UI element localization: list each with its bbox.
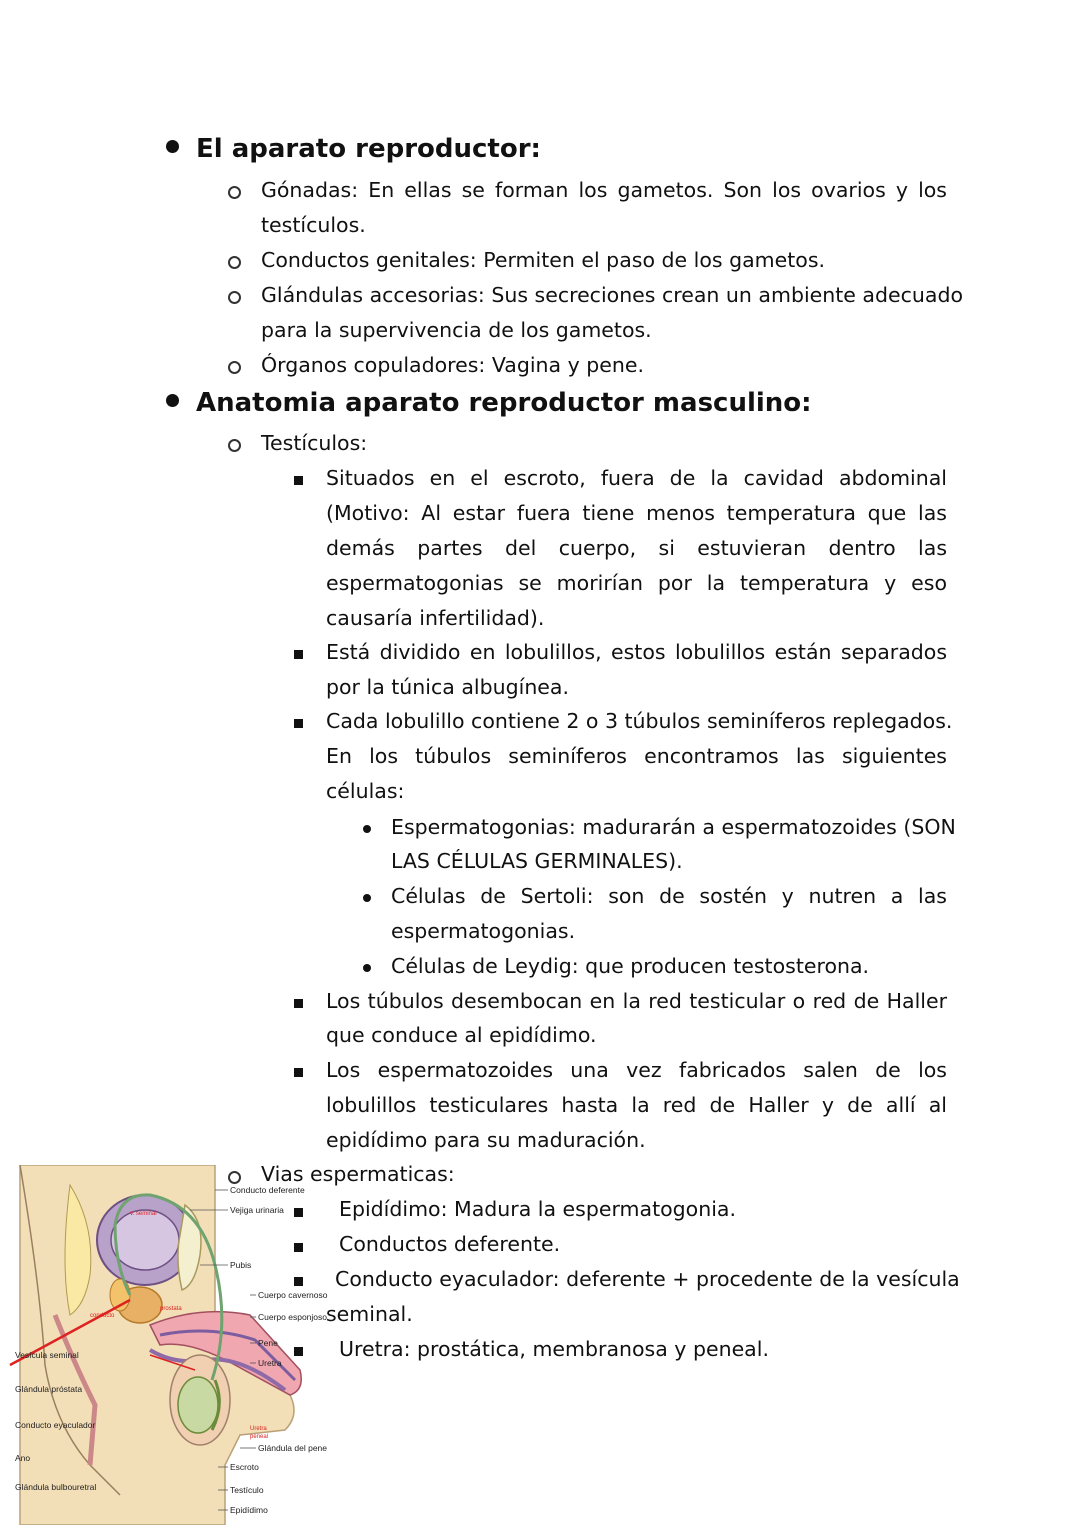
label-epididimo: Epidídimo: [230, 1505, 268, 1515]
circle-bullet: [228, 186, 241, 199]
t1-line-2: (Motivo: Al estar fuera tiene menos temperatura que las: [326, 501, 947, 525]
t5-line-1: Los espermatozoides una vez fabricados salen de los: [326, 1058, 947, 1082]
circle-bullet: [228, 361, 241, 374]
svg-text:v. seminal: v. seminal: [130, 1211, 157, 1217]
conductos-genitales: Conductos genitales: Permiten el paso de los gametos.: [261, 248, 826, 272]
t3-line-2: En los túbulos seminíferos encontramos las siguientes: [326, 744, 947, 768]
svg-text:peneal: peneal: [250, 1434, 269, 1440]
t4-line-1: Los túbulos desembocan en la red testicular o red de Haller: [326, 989, 947, 1013]
glandulas-line-2: para la supervivencia de los gametos.: [261, 318, 652, 342]
vias-heading: Vias espermaticas:: [261, 1162, 455, 1186]
gonadas-line-2: testículos.: [261, 213, 366, 237]
circle-bullet: [228, 439, 241, 452]
label-glandula-bulbouretral: Glándula bulbouretral: [15, 1482, 97, 1492]
label-conducto-eyaculador: Conducto eyaculador: [15, 1420, 96, 1430]
v2-line: Conductos deferente.: [339, 1232, 561, 1256]
t1-line-1: Situados en el escroto, fuera de la cavidad abdominal: [326, 466, 947, 490]
svg-text:conducto: conducto: [90, 1313, 115, 1319]
t5-line-3: epidídimo para su maduración.: [326, 1128, 646, 1152]
dot-bullet: [363, 825, 371, 833]
section-title-anatomia: Anatomia aparato reproductor masculino:: [166, 388, 812, 418]
t5-line-2: lobulillos testiculares hasta la red de Haller y de allí al: [326, 1093, 947, 1117]
label-vesicula-seminal: Vesícula seminal: [15, 1350, 79, 1360]
label-testiculo: Testículo: [230, 1485, 264, 1495]
label-ano: Ano: [15, 1453, 31, 1463]
square-bullet: [294, 719, 303, 728]
c1-line-2: LAS CÉLULAS GERMINALES).: [391, 849, 683, 873]
testiculos-heading: Testículos:: [261, 431, 368, 455]
label-glandula-prostata: Glándula próstata: [15, 1384, 83, 1394]
organos-copuladores: Órganos copuladores: Vagina y pene.: [261, 353, 645, 377]
label-vejiga: Vejiga urinaria: [230, 1205, 284, 1215]
dot-bullet: [363, 964, 371, 972]
c1-line-1: Espermatogonias: madurarán a espermatozoides (SON: [391, 815, 956, 839]
v1-line: Epidídimo: Madura la espermatogonia.: [339, 1197, 736, 1221]
t2-line-1: Está dividido en lobulillos, estos lobulillos están separados: [326, 640, 947, 664]
t4-line-2: que conduce al epidídimo.: [326, 1023, 597, 1047]
gonadas-line-1: Gónadas: En ellas se forman los gametos. Son los ovarios y los: [261, 178, 947, 202]
label-escroto: Escroto: [230, 1462, 259, 1472]
circle-bullet: [228, 291, 241, 304]
section-title-aparato-reproductor: El aparato reproductor:: [166, 134, 541, 164]
v3-line-2: seminal.: [326, 1302, 413, 1326]
label-cuerpo-esponjoso: Cuerpo esponjoso: [258, 1312, 327, 1322]
label-glandula-del-pene: Glándula del pene: [258, 1443, 328, 1453]
circle-bullet: [228, 256, 241, 269]
label-uretra: Uretra: [258, 1358, 282, 1368]
label-conducto-deferente: Conducto deferente: [230, 1185, 305, 1195]
male-reproductive-anatomy-diagram: [0, 1165, 330, 1525]
v3-line-1: Conducto eyaculador: deferente + procedente de la vesícula: [335, 1267, 960, 1291]
label-pene: Pene: [258, 1338, 278, 1348]
c2-line-1: Células de Sertoli: son de sostén y nutren a las: [391, 884, 947, 908]
bullet-dot: [166, 394, 179, 407]
label-cuerpo-cavernoso: Cuerpo cavernoso: [258, 1290, 328, 1300]
bullet-dot: [166, 140, 179, 153]
dot-bullet: [363, 894, 371, 902]
svg-text:Uretra: Uretra: [250, 1426, 267, 1432]
t1-line-4: espermatogonias se morirían por la temperatura y eso: [326, 571, 947, 595]
c2-line-2: espermatogonias.: [391, 919, 576, 943]
square-bullet: [294, 999, 303, 1008]
glandulas-line-1: Glándulas accesorias: Sus secreciones crean un ambiente adecuado: [261, 283, 964, 307]
square-bullet: [294, 476, 303, 485]
t1-line-3: demás partes del cuerpo, si estuvieran dentro las: [326, 536, 947, 560]
square-bullet: [294, 650, 303, 659]
square-bullet: [294, 1068, 303, 1077]
t1-line-5: causaría infertilidad).: [326, 606, 545, 630]
t3-line-3: células:: [326, 779, 405, 803]
v4-line: Uretra: prostática, membranosa y peneal.: [339, 1337, 769, 1361]
label-pubis: Pubis: [230, 1260, 252, 1270]
c3-line: Células de Leydig: que producen testosterona.: [391, 954, 870, 978]
t2-line-2: por la túnica albugínea.: [326, 675, 569, 699]
svg-text:prostata: prostata: [160, 1306, 182, 1312]
t3-line-1: Cada lobulillo contiene 2 o 3 túbulos seminíferos replegados.: [326, 709, 953, 733]
